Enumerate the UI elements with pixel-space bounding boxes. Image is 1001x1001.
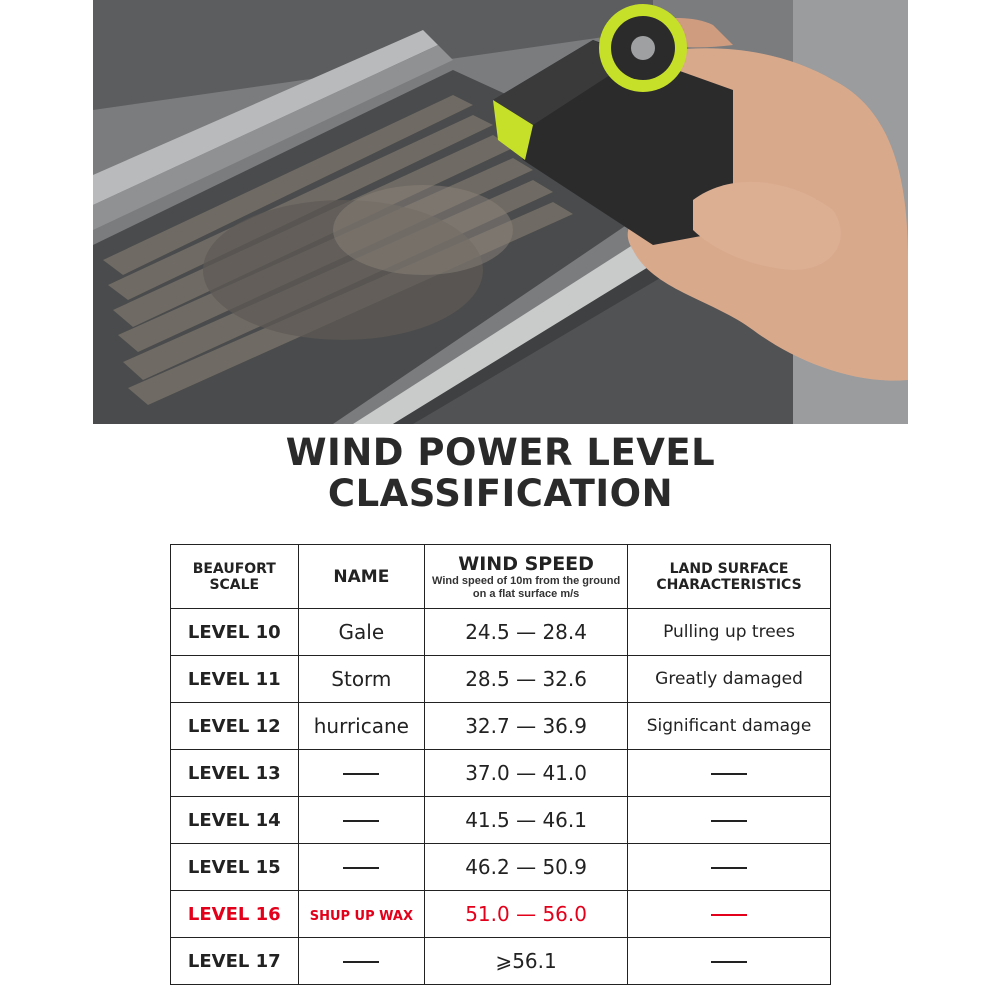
header-beaufort-line-2: SCALE bbox=[209, 576, 260, 593]
table-row bbox=[171, 938, 831, 985]
row-land: Pulling up trees bbox=[663, 622, 795, 642]
empty-dash bbox=[343, 773, 379, 775]
table-row bbox=[171, 609, 831, 656]
header-wind-speed bbox=[425, 545, 628, 609]
empty-dash bbox=[711, 820, 747, 822]
title-line-2: CLASSIFICATION bbox=[327, 472, 674, 515]
empty-dash bbox=[711, 867, 747, 869]
empty-dash bbox=[711, 773, 747, 775]
table-row-highlighted bbox=[171, 891, 831, 938]
row-land: Greatly damaged bbox=[655, 669, 803, 689]
row-speed: 24.5 — 28.4 bbox=[465, 620, 587, 644]
header-wind-speed-sub-2: on a flat surface m/s bbox=[472, 587, 580, 600]
empty-dash bbox=[711, 914, 747, 916]
header-wind-speed-sub-1: Wind speed of 10m from the ground bbox=[432, 574, 621, 587]
row-speed: 41.5 — 46.1 bbox=[465, 808, 587, 832]
product-photo bbox=[93, 0, 908, 424]
row-name: SHUP UP WAX bbox=[309, 908, 414, 924]
header-wind-speed-label: WIND SPEED bbox=[458, 552, 594, 575]
page-title bbox=[0, 432, 1001, 514]
header-land-line-1: LAND SURFACE bbox=[669, 560, 789, 577]
title-line-1: WIND POWER LEVEL bbox=[285, 431, 716, 474]
row-level: LEVEL 11 bbox=[187, 668, 281, 690]
row-level: LEVEL 12 bbox=[187, 715, 281, 737]
row-name: Gale bbox=[338, 620, 385, 644]
header-land-surface bbox=[628, 545, 831, 609]
row-speed: ⩾56.1 bbox=[495, 949, 557, 973]
row-speed: 46.2 — 50.9 bbox=[465, 855, 587, 879]
empty-dash bbox=[711, 961, 747, 963]
empty-dash bbox=[343, 961, 379, 963]
header-name bbox=[298, 545, 425, 609]
row-level: LEVEL 13 bbox=[187, 762, 281, 784]
row-speed: 28.5 — 32.6 bbox=[465, 667, 587, 691]
row-speed: 37.0 — 41.0 bbox=[465, 761, 587, 785]
row-level: LEVEL 17 bbox=[187, 950, 281, 972]
row-name: hurricane bbox=[313, 714, 409, 738]
empty-dash bbox=[343, 867, 379, 869]
header-land-line-2: CHARACTERISTICS bbox=[656, 576, 802, 593]
header-beaufort-line-1: BEAUFORT bbox=[192, 560, 276, 577]
row-level: LEVEL 14 bbox=[187, 809, 281, 831]
table-row bbox=[171, 797, 831, 844]
photo-illustration bbox=[93, 0, 908, 424]
row-level: LEVEL 16 bbox=[187, 903, 281, 925]
row-name: Storm bbox=[331, 667, 392, 691]
wind-classification-table bbox=[170, 544, 831, 985]
table-row bbox=[171, 844, 831, 891]
table-row bbox=[171, 656, 831, 703]
table-header-row bbox=[171, 545, 831, 609]
header-beaufort-scale bbox=[171, 545, 299, 609]
row-level: LEVEL 15 bbox=[187, 856, 281, 878]
row-land: Significant damage bbox=[646, 716, 812, 736]
row-speed: 51.0 — 56.0 bbox=[465, 902, 587, 926]
table-row bbox=[171, 703, 831, 750]
empty-dash bbox=[343, 820, 379, 822]
table-row bbox=[171, 750, 831, 797]
header-name-label: NAME bbox=[333, 566, 390, 587]
row-level: LEVEL 10 bbox=[187, 621, 281, 643]
row-speed: 32.7 — 36.9 bbox=[465, 714, 587, 738]
